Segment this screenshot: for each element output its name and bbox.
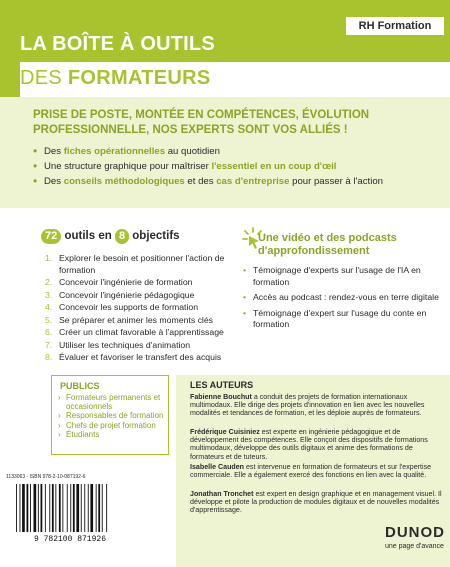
barcode-bar [84,484,85,532]
list-item: • Accès au podcast : rendez-vous en terre digitale [243,292,443,304]
publisher-logo: DUNOD [385,524,445,541]
barcode-bar [55,484,56,532]
barcode-bar [30,484,31,532]
publisher-slogan: une page d'avance [385,543,444,550]
barcode-bar [70,484,71,532]
feature-item: • Des fiches opérationnelles au quotidien [33,144,443,159]
barcode-bar [88,484,89,532]
list-item: 2. Concevoir l'ingénierie de formation [45,277,193,287]
list-item: 5. Se préparer et animer les moments clés [45,314,214,325]
list-item: 4. Concevoir les supports de formation [45,302,199,312]
book-title-line2: DES FORMATEURS [20,67,211,89]
barcode-bar [67,484,68,532]
list-item: 3. Concevoir l'ingénierie pédagogique [45,289,195,300]
barcode-bar [96,484,97,532]
feature-item: • Des conseils méthodologiques et des cas d'entreprise pour passer à l'action [33,174,443,189]
barcode-bar [41,484,43,532]
barcode-digits: 9 782100 871926 [33,535,107,544]
barcode-bar [45,484,46,532]
barcode-bar [62,484,63,532]
barcode-bar [52,484,54,532]
list-item: › Étudiants [58,430,168,439]
tools-heading: 72 outils en 8 objectifs [41,229,180,244]
barcode-bar [34,484,37,532]
list-item: 1. Explorer le besoin et positionner l'action de formation [45,253,225,275]
barcode-bar [73,484,75,532]
barcode-bar [106,484,107,532]
feature-list [33,144,443,189]
barcode-bar [38,484,39,532]
author-bio: Isabelle Cauden est intervenue en formation de formateurs et sur l'expertise commerciale. Elle a également exercé des fonctions en lien avec la qualité. [190,463,432,480]
barcode-bar [102,484,103,532]
barcode-bar [90,484,93,532]
objectives-list [45,253,225,365]
objectives-count-badge: 8 [115,229,129,244]
barcode-bar [49,484,50,532]
authors-title: LES AUTEURS [190,380,254,390]
video-list [243,265,443,335]
book-title-line2-box [20,62,450,97]
list-item: 7. Utiliser les techniques d'animation [45,339,191,350]
feature-item: • Une structure graphique pour maîtriser l'essentiel en un coup d'œil [33,159,443,174]
author-bio: Fabienne Bouchut a conduit des projets de formation internationaux multimodaux. Elle dirige des projets d'innovation en lien avec les nouvelles modalités et tendances de formation, et les déploie auprès de formateurs. [190,393,425,418]
barcode-bar [81,484,82,532]
barcode [6,482,134,544]
collection-badge: RH Formation [346,17,444,35]
barcode-bar [20,484,21,532]
isbn-text: 1133063 · ISBN 978-2-10-087192-6 [6,474,86,480]
list-item: • Témoignage d'expert sur l'usage du conte en formation [243,308,443,331]
tagline: PRISE DE POSTE, MONTÉE EN COMPÉTENCES, ÉVOLUTION PROFESSIONNELLE, NOS EXPERTS SONT VOS ALLIÉS ! [33,109,370,136]
tools-count-badge: 72 [41,229,61,244]
list-item: › Responsables de formation [58,411,168,420]
barcode-bar [76,484,79,532]
barcode-bar [16,484,17,532]
author-bio: Frédérique Cuisiniez est experte en ingénierie pédagogique et de développement des compétences. Elle conçoit des dispositifs de formations multimodaux, développe des outils digitaux et anime des formations de formateurs et de tuteurs. [190,428,428,461]
publics-box [51,375,169,455]
list-item: › Chefs de projet formation [58,421,168,430]
barcode-bar [98,484,100,532]
intro-block [0,97,450,208]
publics-title: PUBLICS [60,381,100,391]
barcode-bar [22,484,25,532]
video-heading: Une vidéo et des podcasts d'approfondissement [258,232,397,257]
list-item: › Formateurs permanents et occasionnels [58,393,168,411]
barcode-bar [27,484,29,532]
list-item: 8. Évaluer et favoriser le transfert des acquis [45,352,222,362]
author-bio: Jonathan Tronchet est expert en design graphique et en management visuel. Il développe et pilote la production de modules digitaux et de nouvelles modalités d'apprentissage. [190,490,442,515]
list-item: 6. Créer un climat favorable à l'apprentissage [45,327,224,337]
list-item: • Témoignage d'experts sur l'usage de l'IA en formation [243,265,443,288]
book-title-line1: LA BOÎTE À OUTILS [20,33,215,55]
publics-list [58,393,168,439]
barcode-bar [59,484,61,532]
